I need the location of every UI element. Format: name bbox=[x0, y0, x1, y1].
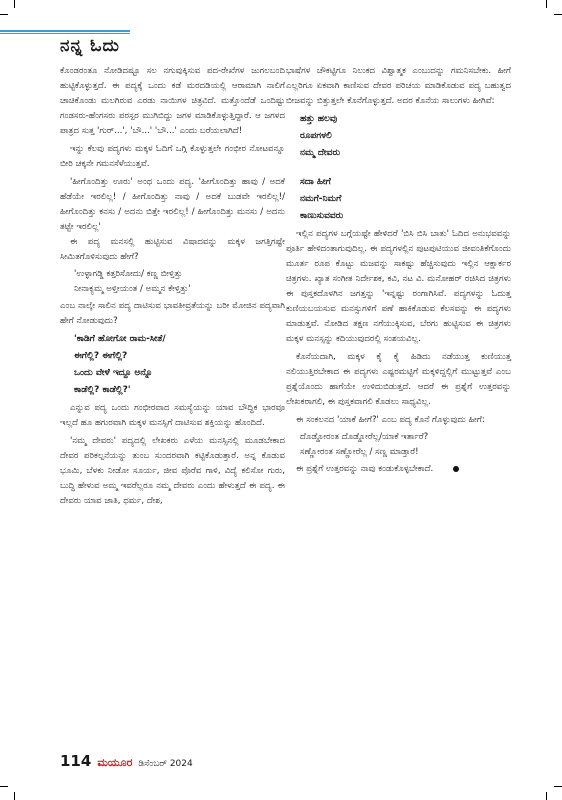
crop-mark bbox=[0, 14, 8, 15]
poem-block bbox=[300, 430, 511, 460]
right-column bbox=[286, 64, 511, 477]
section-title: ನನ್ನ ಓದು bbox=[60, 36, 120, 56]
end-mark-icon bbox=[453, 466, 459, 472]
quote-line: 'ಉಳ್ಳಾಗಡ್ಡಿ ಕತ್ತರಿಸೋದು/ ಕಣ್ಣ ಬೀಳ್ತಿತ್ತು bbox=[74, 269, 183, 279]
poem-line: ಸಣ್ಣೋರಂತ ಸಣ್ಣೋರೆಲ್ಲ / ಸಣ್ಣ ಮಾಡ್ತಾರೆ! bbox=[300, 447, 419, 457]
poem-block bbox=[300, 174, 511, 225]
quote-line: ನೀನಾಕ್ಯಮ್ಮ ಅಳ್ತೀಯಂತ / ಅಮ್ಮನ ಕೇಳ್ತಿತ್ತು' bbox=[74, 284, 191, 294]
paragraph: ಇಲ್ಲಿನ ಪದ್ಯಗಳ ಬಗ್ಗೆಯಷ್ಟೇ ಹೇಳಿದರೆ 'ಬಿಸಿ ಬಿಸಿ ಬಾತು' ಓದಿದ ಅನುಭವವನ್ನು ಪೂರ್ತಿ ಹೇಳಿದಂತಾಗುವುದಿಲ್ಲ. ಈ ಪದ್ಯಗಳಲ್ಲಿನ ಪುಟಪುಟಿಯುವ ಜೀವಂತಿಕೆಗೊಂದು ಮೂರ್ತ ರೂಪ ಕೊಟ್ಟು ಮಜವನ್ನು ಸಾಕಷ್ಟು ಹೆಚ್ಚಿಸುವುದು ಇಲ್ಲಿನ ಆಕ್ಷಾರ್ಕರ ಚಿತ್ರಗಳು. ಖ್ಯಾತ ಸಂಗೀತ ನಿರ್ದೇಶಕ, ಕವಿ, ನಟ ವಿ. ಮನೋಹರ್ ರಚಿಸಿದ ಚಿತ್ರಗಳು ಈ ಪುಸ್ತಕದೊಳಗಿನ ಜಗತ್ತನ್ನು 'ಇನ್ನಷ್ಟು ರಂಗಾಗಿಸಿವೆ. ಪದ್ಯಗಳನ್ನು ಓದುತ್ತ ಕುಣಿಯಬಯಸುವ ಮನಸ್ಸುಗಳಿಗೆ ಪಣೆ ಹಾಕಿಕೊಡುವ ಕೆಲಸವನ್ನು ಈ ಪದ್ಯಗಳು ಮಾಡುತ್ತವೆ. ನೋಡಿದ ತಕ್ಷಣ ನಗೆಯುಕ್ಕಿಸುವ, ಬೆರಗು ಹುಟ್ಟಿಸುವ ಈ ಚಿತ್ರಗಳು ಮಕ್ಕಳ ಮನಸ್ಸನ್ನು ಕದಿಯುವುದರಲ್ಲಿ ಸಂಶಯವಿಲ್ಲ. bbox=[286, 229, 511, 344]
paragraph: ಕೊನೆಯದಾಗಿ, ಮಕ್ಕಳ ಕೈ ಕೈ ಹಿಡಿದು ನಡೆಯುತ್ತ ಕುಣಿಯುತ್ತ ನಲಿಯುತ್ತಿರಬೇಕಾದ ಈ ಪದ್ಯಗಳು ಎಷ್ಟರಮಟ್ಟಿಗೆ ಮಕ್ಕಳಿದ್ದಲ್ಲಿಗೆ ಮುಟ್ಟುತ್ತವೆ ಎಂಬ ಪ್ರಶ್ನೆಯೊಂದು ಹಾಗೆಯೇ ಉಳಿದುಬಿಡುತ್ತದೆ. ಆದರೆ ಈ ಪ್ರಶ್ನೆಗೆ ಉತ್ತರವನ್ನು ಲೇಖಕರಾಗಲಿ, ಈ ಪುಸ್ತಕವಾಗಲಿ ಕೊಡಲು ಸಾಧ್ಯವಿಲ್ಲ. bbox=[286, 352, 511, 407]
magazine-name: ಮಯೂರ bbox=[97, 756, 133, 769]
crop-mark bbox=[546, 0, 547, 8]
paragraph: ಭಾಷೆಗಳ ಚೌಕಟ್ಟಿಗೂ ನಿಲುಕದ ವಿಶ್ವಾತ್ಮಕ ಎಂಬುದನ್ನು ಗಮನಿಸಬೇಕು. ಹೀಗೆ ಎಲ್ಲರಿಗೂ ಏಕವಾಗಿ ಕಾಣಿಸುವ ದೇವರ ಪರಿಚಯ ಮಾಡಿಕೊಡುವ ಪದ್ಯ ಬಹುತ್ವದ ಬೀಜವನ್ನು ಬಿತ್ತುತ್ತಲೇ ಕೊನೆಗೊಳ್ಳುತ್ತದೆ. ಅದರ ಕೊನೆಯ ಸಾಲುಗಳು ಹೀಗಿವೆ: bbox=[286, 66, 511, 106]
paragraph: ಎಂಬ ನಾಲ್ಕೇ ಸಾಲಿನ ಪದ್ಯ ದಾಟಿಸುವ ಭಾವತೀವ್ರತೆಯನ್ನು ಬರೀ ಮೋಜಿನ ಪದ್ಯವಾಗಿ ಹೇಗೆ ನೋಡುವುದು? bbox=[60, 301, 285, 326]
crop-mark bbox=[14, 0, 15, 8]
page-number: 114 bbox=[60, 752, 92, 770]
crop-mark bbox=[554, 14, 562, 15]
paragraph bbox=[286, 462, 511, 477]
quote-block bbox=[74, 267, 285, 297]
poem-line: 'ಕಾಡಿಗೆ ಹೋಗೋ ರಾಮ-ಸೀತೆ/ bbox=[74, 334, 166, 344]
issue-date: ಡಿಸೆಂಬರ್ 2024 bbox=[138, 759, 193, 769]
poem-line: ಕಾಡೆಲ್ಲಿ? ಕಾಡೆಲ್ಲಿ?' bbox=[74, 385, 131, 395]
poem-line: ನಮ್ಮ ದೇವರು bbox=[300, 148, 341, 158]
paragraph: ಈ ಸಂಕಲನದ 'ಯಾಕೆ ಹೀಗೆ?' ಎಂಬ ಪದ್ಯ ಕೊನೆ ಗೊಳ್ಳುವುದು ಹೀಗೆ: bbox=[296, 415, 485, 425]
poem-line: ಹತ್ತು ಹಲವು bbox=[300, 114, 338, 124]
poem-block bbox=[300, 111, 511, 162]
paragraph: 'ಹೀಗೊಂದಿತ್ತು ಊರು' ಅಂಥ ಒಂದು ಪದ್ಯ. 'ಹೀಗೊಂದಿತ್ತು ಹಾವು / ಅದಕೆ ಹೆಡೆಯೇ ಇರಲಿಲ್ಲ! / ಹೀಗೊಂದಿತ್ತು ನಾವು / ಅದಕೆ ಬುಡವೇ ಇರಲಿಲ್ಲ!/ ಹೀಗೊಂದಿತ್ತು ಕನಸು / ಅದನು ಬಿತ್ತೇ ಇರಲಿಲ್ಲ! / ಹೀಗೊಂದಿತ್ತು ಮನಸು / ಅದನು ತಟ್ಟೇ ಇರಲಿಲ್ಲ' bbox=[60, 177, 285, 232]
poem-line: ನಮಗೆ-ನಿಮಗೆ bbox=[300, 194, 342, 204]
page-footer bbox=[60, 752, 193, 770]
poem-line: ದೊಡ್ಡೋರಂತ ದೊಡ್ಡೋರೆಲ್ಲ/ಯಾಕೆ ಇರ್ತಾರೆ? bbox=[300, 432, 429, 442]
crop-mark bbox=[14, 792, 15, 800]
crop-mark bbox=[554, 786, 562, 787]
paragraph: 'ನಮ್ಮ ದೇವರು' ಪದ್ಯದಲ್ಲಿ ಲೇಖಕರು ಎಳೆಯ ಮನಸ್ಸಿನಲ್ಲಿ ಮೂಡಬೇಕಾದ ದೇವರ ಪರಿಕಲ್ಪನೆಯನ್ನು ತುಂಬ ಸುಂದರವಾಗಿ ಕಟ್ಟಿಕೊಡುತ್ತಾರೆ. ಅನ್ನ ಕೊಡುವ ಭೂಮಿ, ಬೆಳಕು ನೀಡೋ ಸೂರ್ಯ, ಜೀವ ಪೊರೆವ ಗಾಳಿ, ವಿದ್ಯೆ ಕಲಿಸೋ ಗುರು, ಬುದ್ಧಿ ಹೇಳುವ ಅಮ್ಮ ಇವರೆಲ್ಲರೂ ನಮ್ಮ ದೇವರು ಎಂದು ಹೇಳುತ್ತದೆ ಈ ಪದ್ಯ. ಈ ದೇವರು ಯಾವ ಜಾತಿ, ಧರ್ಮ, ದೇಶ, bbox=[60, 436, 285, 506]
poem-block bbox=[74, 331, 285, 399]
paragraph: ಕೊಂಡರಂತೂ ನೋಡಿದಷ್ಟೂ ಸಲ ನಗುವುಕ್ಕಿಸುವ ಪದ-ರೇಖೆಗಳ ಜುಗಲಬಂದಿ ಹುಟ್ಟಿಕೊಳ್ಳುತ್ತದೆ. ಈ ಪದ್ಯಕ್ಕೆ ಒಂದು ಕಡೆ ಮರದಡಿಯಲ್ಲಿ ಆರಾಮಾಗಿ ನಾಲಿಗೆ ಚಾಚಿಕೊಂಡು ಮಲಗಿರುವ ಎರಡು ನಾಯಿಗಳ ಚಿತ್ರವಿದೆ. ಮತ್ತೊಂದೆಡೆ ಒಂದಿಷ್ಟು ಗಂಡಸರು-ಹೆಂಗಸರು ಪರಸ್ಪರ ಮುಗಿಬಿದ್ದು ಜಗಳ ಮಾಡಿಕೊಳ್ಳುತ್ತಿದ್ದಾರೆ. ಆ ಜಗಳದ ಪಾತ್ರದ ಸುತ್ತ 'ಗುರ್...', 'ಬೌ...' 'ಬೌ...' ಎಂದು ಬರೆಯಲಾಗಿದೆ! bbox=[60, 66, 285, 136]
paragraph: ಈ ಪದ್ಯ ಮನಸಲ್ಲಿ ಹುಟ್ಟಿಸುವ ವಿಷಾದವನ್ನು ಮಕ್ಕಳ ಜಗತ್ತಿಗಷ್ಟೇ ಸೀಮಿತಗೊಳಿಸುವುದು ಹೇಗೆ? bbox=[60, 237, 285, 262]
poem-line: ರೂಪಗಳಲಿ bbox=[300, 131, 332, 141]
poem-line: ಸದಾ ಹೀಗೆ bbox=[300, 177, 331, 187]
poem-line: ಒಂದು ವೇಳೆ ಇದ್ದೂ ಅನ್ನೊ bbox=[74, 368, 153, 378]
header-rule bbox=[0, 30, 130, 32]
poem-line: ಕಾಣುಸುವವರು bbox=[300, 211, 344, 221]
left-column bbox=[60, 64, 285, 509]
paragraph-text: ಈ ಪ್ರಶ್ನೆಗೆ ಉತ್ತರವನ್ನು ನಾವು ಕಂಡುಕೊಳ್ಳಬೇಕಾದೆ. bbox=[296, 464, 434, 474]
crop-mark bbox=[546, 792, 547, 800]
paragraph: ಎನ್ನುವ ಪದ್ಯ ಒಂದು ಗಂಭೀರವಾದ ಸಮಸ್ಯೆಯನ್ನು ಯಾವ ಬೌದ್ಧಿಕ ಭಾರವೂ ಇಲ್ಲದೆ ಹೂ ಹಗುರವಾಗಿ ಮಕ್ಕಳ ಮನಸ್ಸಿಗೆ ದಾಟಿಸುವ ಶಕ್ತಿಯನ್ನು ಹೊಂದಿದೆ. bbox=[60, 403, 285, 428]
crop-mark bbox=[0, 786, 8, 787]
paragraph: ಇನ್ನು ಕೆಲವು ಪದ್ಯಗಳು ಮಕ್ಕಳ ಓದಿಗೆ ಒಗ್ಗಿ ಕೊಳ್ಳುತ್ತಲೇ ಗಂಭೀರ ನೋಟವನ್ನೂ ಬೀರಿ ಚಕ್ಕನೇ ಗಮನಸೆಳೆಯುತ್ತವೆ. bbox=[60, 144, 285, 169]
poem-line: ಈಗೆಲ್ಲಿ? ಈಗೆಲ್ಲಿ? bbox=[74, 351, 128, 361]
header-rule bbox=[0, 33, 130, 34]
